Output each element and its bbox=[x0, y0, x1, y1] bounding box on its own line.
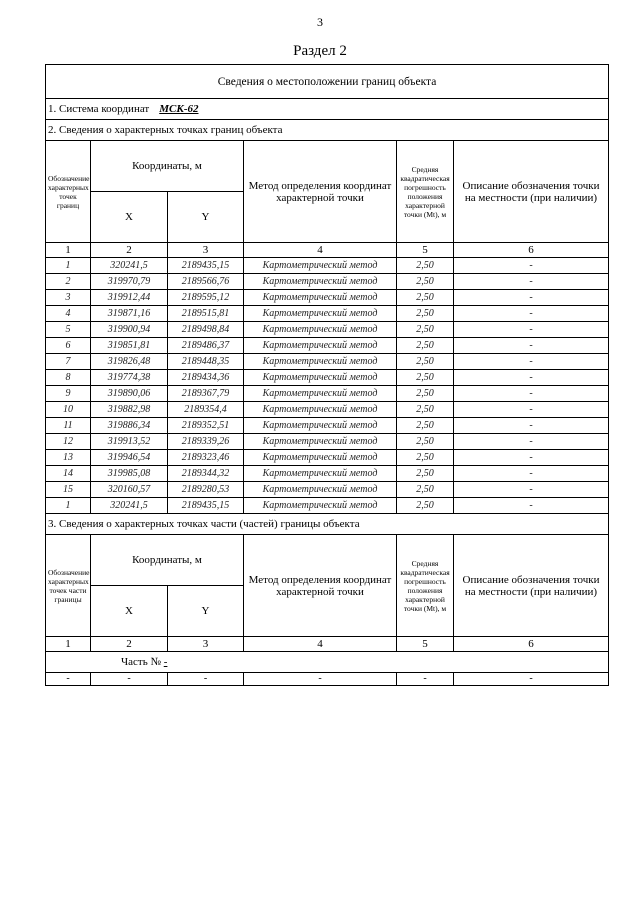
column-number: 3 bbox=[168, 243, 244, 258]
error-cell: 2,50 bbox=[397, 338, 454, 354]
table-row bbox=[46, 386, 609, 402]
y-coord-cell: 2189448,35 bbox=[168, 354, 244, 370]
empty-cell: - bbox=[454, 673, 609, 686]
description-cell: - bbox=[454, 370, 609, 386]
point-number-cell: 7 bbox=[46, 354, 91, 370]
header-point-name: Обозначение характерных точек границ bbox=[46, 141, 91, 243]
description-cell: - bbox=[454, 354, 609, 370]
column-number: 5 bbox=[397, 637, 454, 652]
method-cell: Картометрический метод bbox=[244, 306, 397, 322]
column-number: 3 bbox=[168, 637, 244, 652]
description-cell: - bbox=[454, 258, 609, 274]
method-cell: Картометрический метод bbox=[244, 338, 397, 354]
empty-cell: - bbox=[244, 673, 397, 686]
method-cell: Картометрический метод bbox=[244, 386, 397, 402]
table-row bbox=[46, 482, 609, 498]
header-coords-part: Координаты, м bbox=[91, 535, 244, 586]
method-cell: Картометрический метод bbox=[244, 274, 397, 290]
error-cell: 2,50 bbox=[397, 498, 454, 514]
method-cell: Картометрический метод bbox=[244, 402, 397, 418]
x-coord-cell: 319826,48 bbox=[91, 354, 168, 370]
point-number-cell: 4 bbox=[46, 306, 91, 322]
point-number-cell: 2 bbox=[46, 274, 91, 290]
y-coord-cell: 2189435,15 bbox=[168, 258, 244, 274]
error-cell: 2,50 bbox=[397, 370, 454, 386]
point-number-cell: 1 bbox=[46, 258, 91, 274]
section3-label: 3. Сведения о характерных точках части (частей) границы объекта bbox=[46, 514, 609, 535]
description-cell: - bbox=[454, 418, 609, 434]
column-number: 5 bbox=[397, 243, 454, 258]
x-coord-cell: 319900,94 bbox=[91, 322, 168, 338]
y-coord-cell: 2189486,37 bbox=[168, 338, 244, 354]
coord-system-row bbox=[46, 99, 609, 120]
error-cell: 2,50 bbox=[397, 482, 454, 498]
header-coords: Координаты, м bbox=[91, 141, 244, 192]
error-cell: 2,50 bbox=[397, 418, 454, 434]
y-coord-cell: 2189352,51 bbox=[168, 418, 244, 434]
table-row bbox=[46, 338, 609, 354]
point-number-cell: 3 bbox=[46, 290, 91, 306]
column-number: 2 bbox=[91, 243, 168, 258]
error-cell: 2,50 bbox=[397, 434, 454, 450]
y-coord-cell: 2189566,76 bbox=[168, 274, 244, 290]
part-row bbox=[46, 652, 609, 673]
header-description-part: Описание обозначения точки на местности (при наличии) bbox=[454, 535, 609, 637]
y-coord-cell: 2189280,53 bbox=[168, 482, 244, 498]
header-method: Метод определения координат характерной точки bbox=[244, 141, 397, 243]
table-title: Сведения о местоположении границ объекта bbox=[46, 65, 609, 99]
description-cell: - bbox=[454, 450, 609, 466]
column-number: 1 bbox=[46, 243, 91, 258]
error-cell: 2,50 bbox=[397, 306, 454, 322]
y-coord-cell: 2189344,32 bbox=[168, 466, 244, 482]
header-error-part: Средняя квадратическая погрешность положения характерной точки (Mt), м bbox=[397, 535, 454, 637]
method-cell: Картометрический метод bbox=[244, 354, 397, 370]
header-y-part: Y bbox=[168, 586, 244, 637]
x-coord-cell: 319882,98 bbox=[91, 402, 168, 418]
table-row bbox=[46, 322, 609, 338]
x-coord-cell: 319851,81 bbox=[91, 338, 168, 354]
table-row bbox=[46, 306, 609, 322]
x-coord-cell: 320160,57 bbox=[91, 482, 168, 498]
y-coord-cell: 2189435,15 bbox=[168, 498, 244, 514]
x-coord-cell: 319871,16 bbox=[91, 306, 168, 322]
table-row bbox=[46, 274, 609, 290]
column-number: 4 bbox=[244, 243, 397, 258]
description-cell: - bbox=[454, 482, 609, 498]
description-cell: - bbox=[454, 434, 609, 450]
y-coord-cell: 2189367,79 bbox=[168, 386, 244, 402]
header-y: Y bbox=[168, 192, 244, 243]
description-cell: - bbox=[454, 498, 609, 514]
y-coord-cell: 2189354,4 bbox=[168, 402, 244, 418]
x-coord-cell: 319985,08 bbox=[91, 466, 168, 482]
method-cell: Картометрический метод bbox=[244, 482, 397, 498]
point-number-cell: 13 bbox=[46, 450, 91, 466]
table-row bbox=[46, 354, 609, 370]
y-coord-cell: 2189515,81 bbox=[168, 306, 244, 322]
error-cell: 2,50 bbox=[397, 274, 454, 290]
page-number: 3 bbox=[317, 15, 323, 29]
boundary-table bbox=[45, 64, 609, 686]
point-number-cell: 9 bbox=[46, 386, 91, 402]
method-cell: Картометрический метод bbox=[244, 258, 397, 274]
empty-cell: - bbox=[397, 673, 454, 686]
x-coord-cell: 319970,79 bbox=[91, 274, 168, 290]
header-x-part: X bbox=[91, 586, 168, 637]
column-number: 1 bbox=[46, 637, 91, 652]
error-cell: 2,50 bbox=[397, 466, 454, 482]
empty-cell: - bbox=[46, 673, 91, 686]
coord-system-label: 1. Система координат bbox=[48, 103, 150, 115]
method-cell: Картометрический метод bbox=[244, 434, 397, 450]
point-number-cell: 5 bbox=[46, 322, 91, 338]
table-row bbox=[46, 258, 609, 274]
method-cell: Картометрический метод bbox=[244, 322, 397, 338]
column-numbers-row-part bbox=[46, 637, 609, 652]
x-coord-cell: 319886,34 bbox=[91, 418, 168, 434]
table-row bbox=[46, 370, 609, 386]
table-row bbox=[46, 466, 609, 482]
method-cell: Картометрический метод bbox=[244, 450, 397, 466]
empty-cell: - bbox=[91, 673, 168, 686]
x-coord-cell: 319913,52 bbox=[91, 434, 168, 450]
error-cell: 2,50 bbox=[397, 450, 454, 466]
method-cell: Картометрический метод bbox=[244, 290, 397, 306]
y-coord-cell: 2189323,46 bbox=[168, 450, 244, 466]
column-number: 6 bbox=[454, 243, 609, 258]
point-number-cell: 6 bbox=[46, 338, 91, 354]
error-cell: 2,50 bbox=[397, 258, 454, 274]
part-empty-row bbox=[46, 673, 609, 686]
table-row bbox=[46, 450, 609, 466]
header-description: Описание обозначения точки на местности (при наличии) bbox=[454, 141, 609, 243]
y-coord-cell: 2189434,36 bbox=[168, 370, 244, 386]
description-cell: - bbox=[454, 322, 609, 338]
part-value: - bbox=[163, 656, 168, 668]
point-number-cell: 14 bbox=[46, 466, 91, 482]
method-cell: Картометрический метод bbox=[244, 418, 397, 434]
error-cell: 2,50 bbox=[397, 386, 454, 402]
section2-label: 2. Сведения о характерных точках границ объекта bbox=[46, 120, 609, 141]
table-row bbox=[46, 498, 609, 514]
x-coord-cell: 319912,44 bbox=[91, 290, 168, 306]
column-number: 6 bbox=[454, 637, 609, 652]
description-cell: - bbox=[454, 386, 609, 402]
method-cell: Картометрический метод bbox=[244, 466, 397, 482]
y-coord-cell: 2189595,12 bbox=[168, 290, 244, 306]
column-numbers-row bbox=[46, 243, 609, 258]
x-coord-cell: 320241,5 bbox=[91, 498, 168, 514]
description-cell: - bbox=[454, 402, 609, 418]
section-title: Раздел 2 bbox=[293, 43, 347, 59]
coord-system-value: МСК-62 bbox=[159, 103, 199, 115]
table-row bbox=[46, 434, 609, 450]
header-point-name-part: Обозначение характерных точек части границы bbox=[46, 535, 91, 637]
error-cell: 2,50 bbox=[397, 402, 454, 418]
header-error: Средняя квадратическая погрешность положения характерной точки (Mt), м bbox=[397, 141, 454, 243]
x-coord-cell: 319890,06 bbox=[91, 386, 168, 402]
error-cell: 2,50 bbox=[397, 290, 454, 306]
method-cell: Картометрический метод bbox=[244, 370, 397, 386]
point-number-cell: 15 bbox=[46, 482, 91, 498]
table-row bbox=[46, 402, 609, 418]
x-coord-cell: 320241,5 bbox=[91, 258, 168, 274]
error-cell: 2,50 bbox=[397, 354, 454, 370]
y-coord-cell: 2189339,26 bbox=[168, 434, 244, 450]
table-row bbox=[46, 290, 609, 306]
description-cell: - bbox=[454, 306, 609, 322]
point-number-cell: 11 bbox=[46, 418, 91, 434]
x-coord-cell: 319946,54 bbox=[91, 450, 168, 466]
method-cell: Картометрический метод bbox=[244, 498, 397, 514]
point-number-cell: 8 bbox=[46, 370, 91, 386]
point-number-cell: 1 bbox=[46, 498, 91, 514]
description-cell: - bbox=[454, 338, 609, 354]
header-method-part: Метод определения координат характерной точки bbox=[244, 535, 397, 637]
header-x: X bbox=[91, 192, 168, 243]
description-cell: - bbox=[454, 290, 609, 306]
part-label: Часть № bbox=[121, 656, 161, 668]
column-number: 2 bbox=[91, 637, 168, 652]
empty-cell: - bbox=[168, 673, 244, 686]
point-number-cell: 10 bbox=[46, 402, 91, 418]
description-cell: - bbox=[454, 274, 609, 290]
error-cell: 2,50 bbox=[397, 322, 454, 338]
column-number: 4 bbox=[244, 637, 397, 652]
table-row bbox=[46, 418, 609, 434]
point-number-cell: 12 bbox=[46, 434, 91, 450]
y-coord-cell: 2189498,84 bbox=[168, 322, 244, 338]
x-coord-cell: 319774,38 bbox=[91, 370, 168, 386]
description-cell: - bbox=[454, 466, 609, 482]
